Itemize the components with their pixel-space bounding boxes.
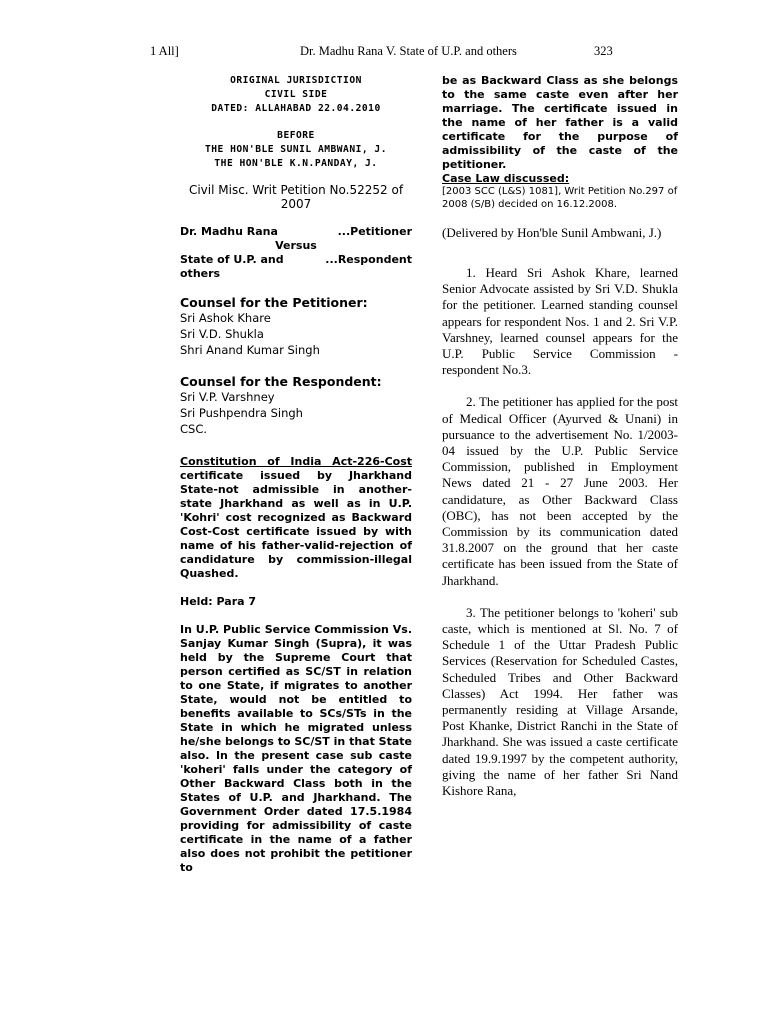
left-column bbox=[180, 74, 412, 875]
side: CIVIL SIDE bbox=[264, 88, 328, 100]
paragraph-2: 2. The petitioner has applied for the post of Medical Officer (Ayurved & Unani) in pursuance to the advertisement No. 1/2003-04 issued by the U.P. Public Service Commission, published in Employment News dated 21 - 27 June 2003. Her candidature, as Other Backward Class (OBC), has not been accepted by the Commission by its communication dated 31.8.2007 on the ground that her caste certificate has been issued from the State of Jharkhand. bbox=[442, 394, 678, 588]
held-text: In U.P. Public Service Commission Vs. Sanjay Kumar Singh (Supra), it was held by the Supreme Court that person certified as SC/ST in relation to one State, if migrates to another State, would not be entitled to benefits available to SCs/STs in the State in which he migrated unless he/she belongs to SC/ST in that State also. In the present case sub caste 'koheri' falls under the category of Other Backward Class both in the States of U.P. and Jharkhand. The Government Order dated 17.5.1984 providing for admissibility of caste certificate in the name of a father also does not prohibit the petitioner to bbox=[180, 622, 412, 874]
counsel-petitioner-2: Sri V.D. Shukla bbox=[180, 326, 264, 341]
counsel-petitioner-heading: Counsel for the Petitioner: bbox=[180, 294, 368, 310]
dated: DATED: ALLAHABAD 22.04.2010 bbox=[211, 102, 381, 114]
headnote bbox=[180, 455, 412, 581]
headnote-continuation: be as Backward Class as she belongs to the same caste even after her marriage. The certificate issued in the name of her father is a valid certificate for the purpose of admissibility of the caste of the petitioner. bbox=[442, 74, 678, 171]
counsel-petitioner-3: Shri Anand Kumar Singh bbox=[180, 342, 320, 357]
running-head-left: 1 All] bbox=[150, 44, 179, 58]
before: BEFORE bbox=[277, 130, 315, 142]
petitioner-role: ...Petitioner bbox=[337, 224, 412, 238]
case-law-text: [2003 SCC (L&S) 1081], Writ Petition No.297 of 2008 (S/B) decided on 16.12.2008. bbox=[442, 186, 678, 210]
versus: Versus bbox=[275, 238, 317, 252]
petition-number: Civil Misc. Writ Petition No.52252 of 2007 bbox=[188, 182, 404, 211]
running-head-title: Dr. Madhu Rana V. State of U.P. and others bbox=[300, 44, 517, 58]
paragraph-1: 1. Heard Sri Ashok Khare, learned Senior Advocate assisted by Sri V.D. Shukla for the petitioner. Learned standing counsel appears for respondent Nos. 1 and 2. Sri V.P. Varshney, learned counsel appears for the U.P. Public Service Commission - respondent No.3. bbox=[442, 265, 678, 378]
parties bbox=[180, 225, 412, 281]
respondent-role: ...Respondent bbox=[325, 252, 412, 266]
judge-1: THE HON'BLE SUNIL AMBWANI, J. bbox=[204, 144, 387, 156]
case-law-heading: Case Law discussed: bbox=[442, 172, 570, 185]
counsel-respondent-3: CSC. bbox=[180, 421, 208, 436]
page-number: 323 bbox=[594, 44, 613, 58]
headnote-text: certificate issued by Jharkhand State-not admissible in another-state Jharkhand as well as in U.P. 'Kohri' cost recognized as Backward Cost-Cost certificate issued by with name of his father-valid-rejection of candidature by commission-illegal Quashed. bbox=[180, 468, 412, 580]
headnote-title: Constitution of India Act-226-Cost bbox=[180, 454, 412, 468]
held-para: Held: Para 7 bbox=[180, 594, 257, 608]
petitioner-name: Dr. Madhu Rana bbox=[180, 224, 278, 238]
counsel-respondent-1: Sri V.P. Varshney bbox=[180, 389, 275, 404]
right-column bbox=[442, 74, 678, 799]
counsel-respondent-heading: Counsel for the Respondent: bbox=[180, 373, 382, 389]
respondent-name: State of U.P. and others bbox=[180, 252, 284, 280]
delivered-by: (Delivered by Hon'ble Sunil Ambwani, J.) bbox=[442, 225, 662, 240]
counsel-respondent-2: Sri Pushpendra Singh bbox=[180, 405, 303, 420]
paragraph-3: 3. The petitioner belongs to 'koheri' sub caste, which is mentioned at Sl. No. 7 of Schedule 1 of the Uttar Pradesh Public Services (Reservation for Scheduled Castes, Scheduled Tribes and Other Backward Classes) Act 1994. Her father was permanently residing at Village Arsande, Post Khanke, District Ranchi in the State of Jharkhand. She was issued a caste certificate dated 19.9.1997 by the competent authority, giving the name of her father Sri Nand Kishore Rana, bbox=[442, 604, 678, 799]
jurisdiction: ORIGINAL JURISDICTION bbox=[230, 75, 362, 86]
counsel-petitioner-1: Sri Ashok Khare bbox=[180, 310, 271, 325]
judge-2: THE HON'BLE K.N.PANDAY, J. bbox=[214, 157, 378, 169]
